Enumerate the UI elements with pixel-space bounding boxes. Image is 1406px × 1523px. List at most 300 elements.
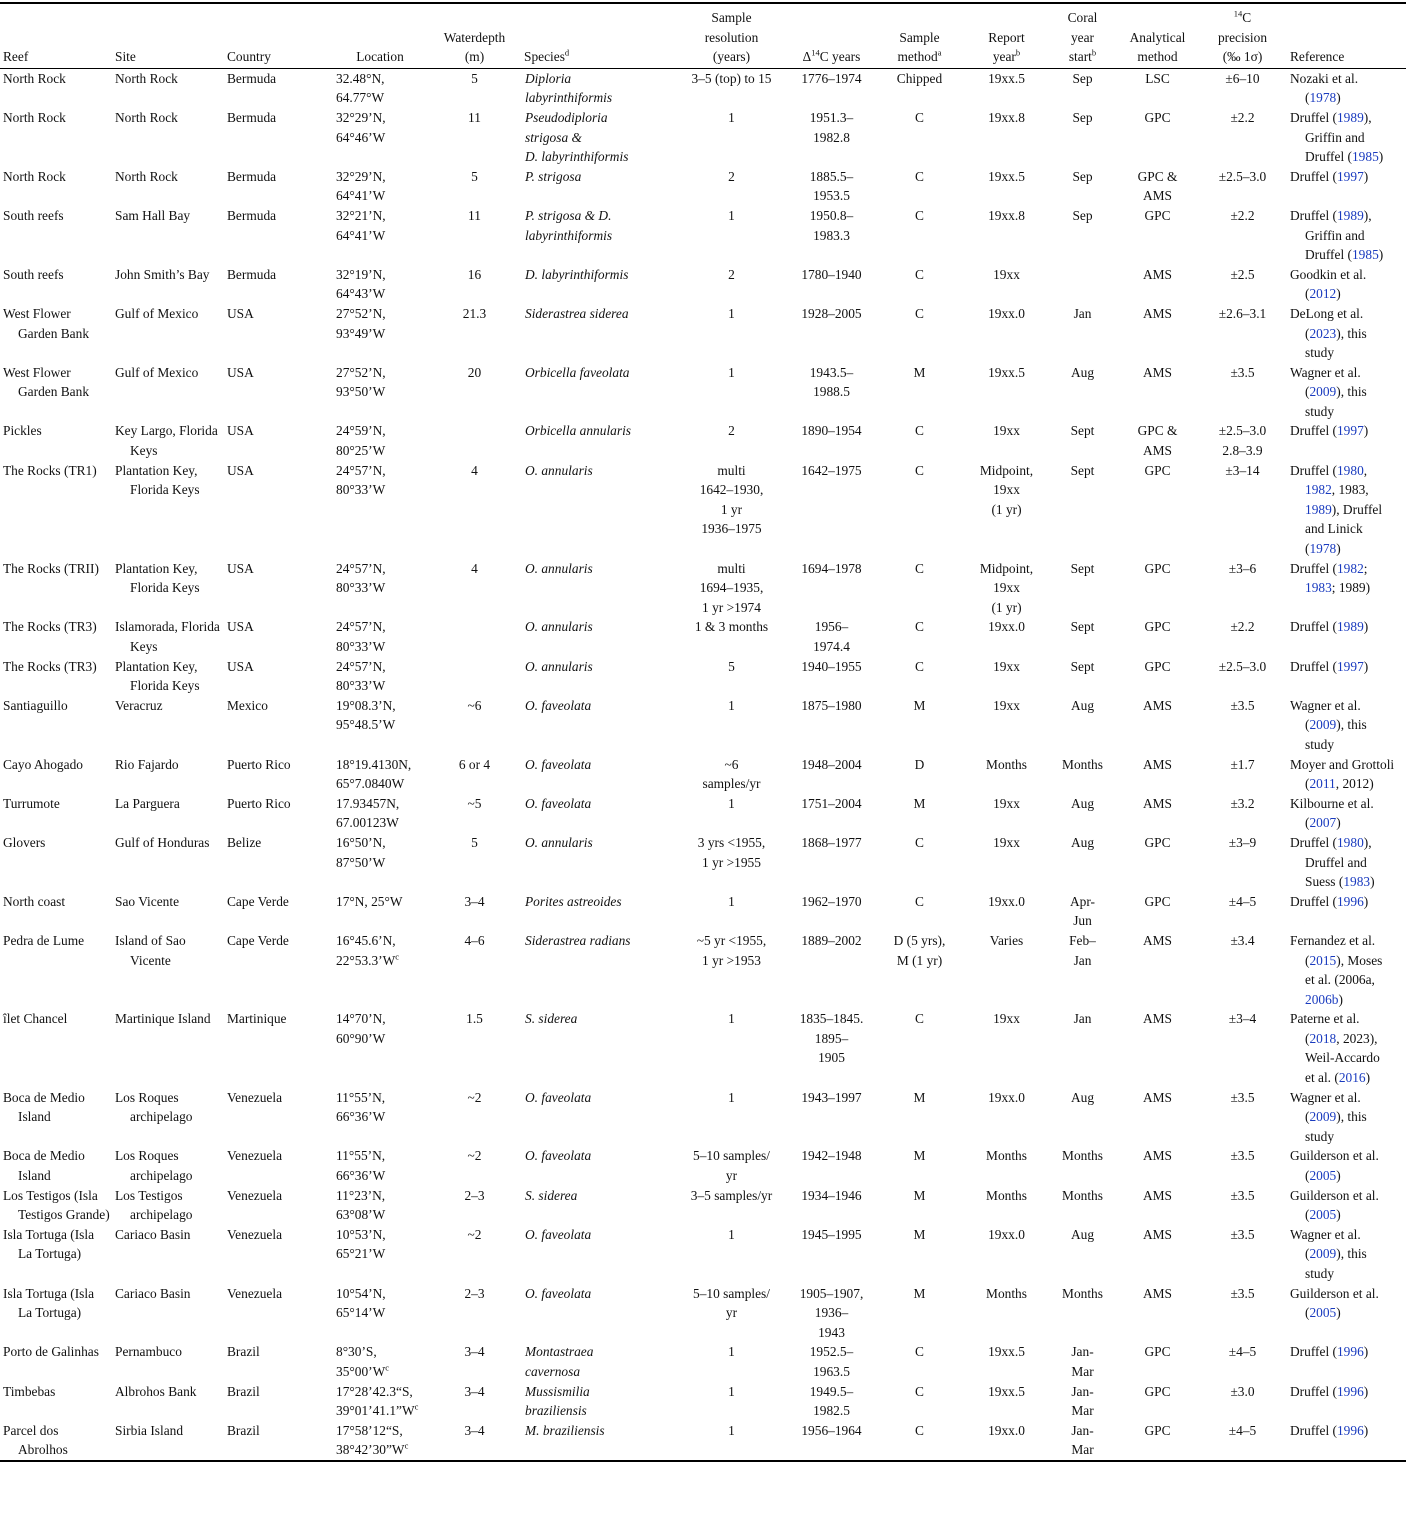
reference-cell: [1287, 1284, 1406, 1343]
coral-cell: [1047, 617, 1117, 656]
reef-cell: Parcel dos Abrolhos: [3, 1422, 68, 1458]
table-row: [0, 1146, 1406, 1185]
reference-cell: [1287, 363, 1406, 422]
years-cell-line: 1642–1975: [801, 462, 862, 478]
method-cell-line: M: [913, 697, 926, 713]
species-cell-line: Montastraea: [525, 1344, 594, 1360]
reference-link[interactable]: 1997: [1336, 423, 1364, 439]
analytical-cell: [1117, 892, 1197, 931]
reference-line: [1290, 343, 1406, 363]
depth-cell: 5: [471, 70, 478, 86]
years-cell: [789, 1009, 873, 1087]
reference-link[interactable]: 2005: [1309, 1168, 1337, 1184]
years-cell-line: 1951.3–: [809, 109, 854, 125]
species-cell-line: P. strigosa & D.: [525, 207, 612, 223]
coral-cell: [1047, 1342, 1117, 1381]
method-cell: [873, 265, 965, 304]
reference-line: [1290, 813, 1406, 833]
reference-text: ), this: [1336, 325, 1367, 341]
years-cell: [789, 363, 873, 422]
report-cell-line: 19xx.5: [988, 168, 1025, 184]
species-cell-line: D. labyrinthiformis: [525, 149, 629, 165]
table-row: [0, 1088, 1406, 1147]
analytical-cell: [1117, 794, 1197, 833]
header-country: Country: [227, 49, 271, 65]
location-cell: [332, 1382, 427, 1421]
method-cell: [873, 461, 965, 559]
method-cell: [873, 1009, 965, 1087]
years-cell: [789, 68, 873, 108]
reference-link[interactable]: 1980: [1336, 834, 1364, 850]
resolution-cell: [673, 1009, 789, 1087]
header-location: Location: [356, 49, 404, 65]
table-body: [0, 68, 1406, 1461]
analytical-cell-line: GPC &: [1137, 423, 1178, 439]
reference-text: ), Druffel: [1331, 501, 1383, 517]
depth-cell: 3–4: [464, 1383, 485, 1399]
analytical-cell: [1117, 833, 1197, 892]
years-cell-line: 1962–1970: [801, 893, 862, 909]
method-cell-line: C: [915, 893, 924, 909]
analytical-cell-line: GPC: [1144, 1422, 1171, 1438]
coral-cell: [1047, 755, 1117, 794]
report-cell-line: 19xx.0: [988, 619, 1025, 635]
reference-line: [1290, 970, 1406, 990]
reference-line: [1290, 755, 1406, 775]
depth-cell: ~2: [467, 1226, 482, 1242]
precision-cell-line: 2.8–3.9: [1222, 443, 1263, 459]
reference-line: [1290, 167, 1406, 187]
reference-link[interactable]: 1982: [1336, 560, 1364, 576]
precision-cell: [1197, 1146, 1287, 1185]
location-cell: [332, 1146, 427, 1185]
coral-cell-line: Sept: [1070, 462, 1095, 478]
precision-cell: [1197, 265, 1287, 304]
resolution-cell: [673, 68, 789, 108]
analytical-cell-line: GPC: [1144, 834, 1171, 850]
species-cell: [521, 108, 673, 167]
reference-link[interactable]: 2007: [1309, 815, 1337, 831]
reference-text: (: [1305, 1168, 1310, 1184]
analytical-cell: [1117, 363, 1197, 422]
reference-link[interactable]: 1989: [1336, 207, 1364, 223]
site-cell: Sao Vicente: [115, 893, 180, 909]
species-cell: [521, 1009, 673, 1087]
location-cell-line: 93°49’W: [336, 325, 386, 341]
reference-line: [1290, 108, 1406, 128]
reference-cell: [1287, 1186, 1406, 1225]
reference-text: (: [1305, 776, 1310, 792]
report-cell-line: 19xx.8: [988, 109, 1025, 125]
resolution-cell-line: 2: [728, 168, 735, 184]
reference-link[interactable]: 1989: [1336, 109, 1364, 125]
reference-line: [1290, 774, 1406, 794]
reference-line: [1290, 88, 1406, 108]
method-cell-line: M: [913, 1089, 926, 1105]
report-cell: [965, 461, 1047, 559]
header-analytical: Analytical method: [1129, 29, 1186, 65]
reference-line: [1290, 853, 1406, 873]
precision-cell: [1197, 1009, 1287, 1087]
report-cell-line: 19xx: [993, 580, 1020, 596]
reference-line: [1290, 578, 1406, 598]
coral-cell-line: Sept: [1070, 560, 1095, 576]
reference-text: ): [1336, 1305, 1341, 1321]
report-cell: [965, 657, 1047, 696]
reef-cell: The Rocks (TR3): [3, 619, 97, 635]
report-cell-line: 19xx.8: [988, 207, 1025, 223]
location-cell-line: 38°42’30”W: [336, 1442, 405, 1458]
site-cell: North Rock: [115, 109, 178, 125]
species-cell-line: Orbicella annularis: [525, 423, 632, 439]
species-cell-line: Diploria: [525, 70, 572, 86]
precision-cell-line: ±2.5–3.0: [1218, 423, 1267, 439]
reference-link[interactable]: 1978: [1309, 90, 1337, 106]
country-cell: Belize: [227, 834, 262, 850]
country-cell: Venezuela: [227, 1187, 283, 1203]
reference-line: [1290, 1421, 1406, 1441]
reference-line: [1290, 1166, 1406, 1186]
report-cell-line: 19xx.5: [988, 1383, 1025, 1399]
reference-text: ), this: [1336, 1246, 1367, 1262]
report-cell-line: Months: [986, 1148, 1027, 1164]
species-cell-line: O. annularis: [525, 619, 593, 635]
species-cell-line: S. siderea: [525, 1187, 578, 1203]
analytical-cell-line: AMS: [1142, 188, 1173, 204]
reference-text: ): [1336, 815, 1341, 831]
resolution-cell: [673, 461, 789, 559]
table-row: [0, 1342, 1406, 1381]
location-cell-line: 32°29’N,: [336, 168, 386, 184]
report-cell: [965, 265, 1047, 304]
coral-cell: [1047, 1186, 1117, 1225]
precision-cell-line: ±3–9: [1228, 834, 1257, 850]
location-cell-line: 27°52’N,: [336, 305, 386, 321]
resolution-cell: [673, 108, 789, 167]
method-cell: [873, 1146, 965, 1185]
precision-cell: [1197, 108, 1287, 167]
reference-text: ;: [1363, 560, 1368, 576]
reference-link[interactable]: 2005: [1309, 1207, 1337, 1223]
reference-link[interactable]: 1997: [1336, 658, 1364, 674]
reference-link[interactable]: 2009: [1309, 384, 1337, 400]
reference-text: Druffel (: [1290, 560, 1337, 576]
location-cell: [332, 755, 427, 794]
reference-line: [1290, 696, 1406, 716]
precision-cell: [1197, 206, 1287, 265]
reference-link[interactable]: 1996: [1336, 1422, 1364, 1438]
species-cell: [521, 755, 673, 794]
location-cell: [332, 461, 427, 559]
reference-link[interactable]: 1978: [1309, 541, 1337, 557]
precision-cell-line: ±3–6: [1228, 560, 1257, 576]
coral-cell: [1047, 833, 1117, 892]
location-cell-line: 80°33’W: [336, 678, 386, 694]
location-cell-line: 95°48.5’W: [336, 717, 396, 733]
reference-link[interactable]: 1985: [1351, 247, 1379, 263]
reference-text: (: [1305, 952, 1310, 968]
reference-text: Wagner et al.: [1290, 1226, 1361, 1242]
years-cell: [789, 421, 873, 460]
reference-text: Druffel and: [1305, 854, 1367, 870]
analytical-cell-line: GPC: [1144, 109, 1171, 125]
resolution-cell-line: 5: [728, 658, 735, 674]
reference-text: study: [1305, 403, 1335, 419]
years-cell-line: 1948–2004: [801, 756, 862, 772]
reference-line: [1290, 382, 1406, 402]
reference-text: Druffel (: [1290, 834, 1337, 850]
reference-cell: [1287, 657, 1406, 696]
location-cell: [332, 794, 427, 833]
resolution-cell: [673, 1146, 789, 1185]
coral-cell-line: Jan: [1073, 305, 1092, 321]
depth-cell: 2–3: [464, 1285, 485, 1301]
reference-line: [1290, 559, 1406, 579]
resolution-cell-line: 1936–1975: [701, 521, 762, 537]
years-cell: [789, 1146, 873, 1185]
report-cell-line: 19xx: [993, 834, 1020, 850]
country-cell: Bermuda: [227, 207, 277, 223]
location-cell-line: 24°57’N,: [336, 560, 386, 576]
reef-cell: Porto de Galinhas: [3, 1344, 99, 1360]
reference-link[interactable]: 2009: [1309, 1246, 1337, 1262]
report-cell: [965, 559, 1047, 618]
reef-cell: Isla Tortuga (Isla La Tortuga): [3, 1285, 95, 1321]
location-cell: [332, 421, 427, 460]
reference-link[interactable]: 1983: [1305, 580, 1332, 596]
resolution-cell: [673, 167, 789, 206]
reference-text: (: [1305, 325, 1310, 341]
site-cell: Los Roques archipelago: [115, 1089, 193, 1125]
reef-cell: North Rock: [3, 168, 66, 184]
reference-cell: [1287, 833, 1406, 892]
years-cell-line: 1963.5: [813, 1363, 850, 1379]
reef-cell: îlet Chancel: [3, 1011, 68, 1027]
reference-link[interactable]: 2018: [1309, 1030, 1337, 1046]
precision-cell-line: ±4–5: [1228, 1344, 1257, 1360]
method-cell-line: C: [915, 305, 924, 321]
location-cell: [332, 1009, 427, 1087]
reference-text: Druffel (: [1305, 247, 1352, 263]
years-cell: [789, 833, 873, 892]
reference-link[interactable]: 2016: [1338, 1070, 1366, 1086]
species-cell-line: S. siderea: [525, 1011, 578, 1027]
report-cell-line: (1 yr): [991, 599, 1022, 615]
table-row: [0, 461, 1406, 559]
footnote-marker: c: [395, 951, 400, 962]
reference-text: ): [1363, 1422, 1369, 1438]
reference-line: [1290, 990, 1406, 1010]
location-cell-line: 64.77°W: [336, 90, 385, 106]
country-cell: USA: [227, 423, 254, 439]
location-cell-line: 65°7.0840W: [336, 776, 405, 792]
coral-cell: [1047, 1225, 1117, 1284]
years-cell-line: 1868–1977: [801, 834, 862, 850]
reference-text: ): [1378, 149, 1384, 165]
species-cell: [521, 304, 673, 363]
header-years: $\Delta^{14}C$ years: [802, 47, 861, 65]
table-row: [0, 108, 1406, 167]
reference-link[interactable]: 1997: [1336, 168, 1364, 184]
reference-link[interactable]: 1982: [1305, 482, 1332, 498]
coral-cell-line: Jan-: [1071, 1422, 1094, 1438]
analytical-cell: [1117, 68, 1197, 108]
reference-text: , 2023),: [1336, 1030, 1378, 1046]
report-cell-line: 19xx.0: [988, 1422, 1025, 1438]
analytical-cell-line: GPC &: [1137, 168, 1178, 184]
precision-cell: [1197, 617, 1287, 656]
coral-cell: [1047, 931, 1117, 1009]
site-cell: Rio Fajardo: [115, 756, 179, 772]
resolution-cell-line: multi: [717, 462, 746, 478]
reference-text: Druffel (: [1290, 893, 1337, 909]
method-cell: [873, 304, 965, 363]
reference-link[interactable]: 2006b: [1305, 991, 1339, 1007]
reef-cell: Boca de Medio Island: [3, 1148, 85, 1184]
depth-cell: 4–6: [464, 932, 485, 948]
header-report: Report year$^b$: [988, 29, 1025, 65]
analytical-cell: [1117, 755, 1197, 794]
coral-cell-line: Sept: [1070, 658, 1095, 674]
report-cell-line: 19xx: [993, 1011, 1020, 1027]
reference-text: , 2012): [1335, 776, 1374, 792]
location-cell-line: 24°57’N,: [336, 462, 386, 478]
reference-line: [1290, 1284, 1406, 1304]
coral-cell-line: Mar: [1071, 1363, 1094, 1379]
reference-link[interactable]: 2011: [1309, 776, 1336, 792]
report-cell: [965, 1284, 1047, 1343]
reference-link[interactable]: 2005: [1309, 1305, 1337, 1321]
method-cell: [873, 559, 965, 618]
years-cell: [789, 696, 873, 755]
table-row: [0, 657, 1406, 696]
reference-link[interactable]: 1980: [1336, 462, 1364, 478]
depth-cell: 3–4: [464, 1344, 485, 1360]
reference-line: [1290, 324, 1406, 344]
analytical-cell: [1117, 1146, 1197, 1185]
coral-cell-line: Months: [1062, 1187, 1103, 1203]
resolution-cell-line: 1: [728, 109, 735, 125]
reference-link[interactable]: 1996: [1336, 893, 1364, 909]
depth-cell: 5: [471, 168, 478, 184]
resolution-cell-line: 2: [728, 423, 735, 439]
years-cell-line: 1982.8: [813, 129, 850, 145]
table-row: [0, 1382, 1406, 1421]
reference-line: [1290, 1048, 1406, 1068]
analytical-cell-line: GPC: [1144, 462, 1171, 478]
reference-line: [1290, 1068, 1406, 1088]
species-cell-line: P. strigosa: [525, 168, 582, 184]
reef-cell: North coast: [3, 893, 66, 909]
reference-link[interactable]: 2023: [1309, 325, 1337, 341]
site-cell: Plantation Key, Florida Keys: [115, 658, 200, 694]
reference-link[interactable]: 1985: [1351, 149, 1379, 165]
location-cell-line: 80°33’W: [336, 639, 386, 654]
method-cell: [873, 421, 965, 460]
analytical-cell: [1117, 108, 1197, 167]
analytical-cell-line: LSC: [1145, 70, 1170, 86]
location-cell-line: 10°53’N,: [336, 1226, 386, 1242]
depth-cell: 11: [468, 109, 481, 125]
reference-link[interactable]: 2009: [1309, 1109, 1337, 1125]
report-cell: [965, 1088, 1047, 1147]
footnote-marker: c: [414, 1401, 419, 1412]
site-cell: Plantation Key, Florida Keys: [115, 560, 200, 596]
reference-link[interactable]: 2012: [1309, 286, 1337, 302]
precision-cell-line: ±6–10: [1225, 70, 1260, 86]
years-cell: [789, 108, 873, 167]
analytical-cell: [1117, 657, 1197, 696]
table-row: [0, 794, 1406, 833]
reference-text: Guilderson et al.: [1290, 1187, 1379, 1203]
analytical-cell-line: AMS: [1142, 795, 1173, 811]
report-cell: [965, 1186, 1047, 1225]
depth-cell: 1.5: [466, 1011, 483, 1027]
method-cell: [873, 1284, 965, 1343]
precision-cell-line: ±3.5: [1230, 1089, 1255, 1105]
analytical-cell-line: GPC: [1144, 619, 1171, 635]
reference-text: Druffel (: [1290, 1383, 1337, 1399]
years-cell-line: 1905: [818, 1050, 845, 1066]
reference-text: et al. (2006a,: [1305, 972, 1375, 988]
reference-cell: [1287, 461, 1406, 559]
header-reference: Reference: [1290, 49, 1345, 65]
reference-link[interactable]: 1983: [1343, 874, 1371, 890]
reference-link[interactable]: 2009: [1309, 717, 1337, 733]
report-cell-line: 19xx: [993, 697, 1020, 713]
reference-link[interactable]: 1996: [1336, 1344, 1364, 1360]
reef-cell: West Flower Garden Bank: [3, 305, 90, 341]
reference-line: [1290, 1146, 1406, 1166]
reference-link[interactable]: 2015: [1309, 952, 1337, 968]
reference-link[interactable]: 1996: [1336, 1383, 1364, 1399]
location-cell-line: 64°46’W: [336, 129, 386, 145]
species-cell-line: O. annularis: [525, 462, 593, 478]
reef-cell: North Rock: [3, 109, 66, 125]
table-header: [0, 3, 1406, 68]
precision-cell-line: ±2.2: [1230, 619, 1255, 635]
method-cell-line: C: [915, 560, 924, 576]
table-row: [0, 559, 1406, 618]
table-row: [0, 1284, 1406, 1343]
species-cell-line: O. faveolata: [525, 756, 592, 772]
reference-cell: [1287, 559, 1406, 618]
depth-cell: 3–4: [464, 1422, 485, 1438]
method-cell: [873, 892, 965, 931]
precision-cell-line: ±1.7: [1230, 756, 1255, 772]
resolution-cell-line: 1: [728, 305, 735, 321]
resolution-cell-line: ~5 yr <1955,: [696, 932, 767, 948]
precision-cell: [1197, 1342, 1287, 1381]
table-row: [0, 1225, 1406, 1284]
years-cell-line: 1776–1974: [801, 70, 862, 86]
resolution-cell-line: 1: [728, 207, 735, 223]
resolution-cell: [673, 1088, 789, 1147]
reference-link[interactable]: 1989: [1305, 501, 1332, 517]
location-cell: [332, 304, 427, 363]
method-cell: [873, 1382, 965, 1421]
species-cell-line: D. labyrinthiformis: [525, 266, 629, 282]
method-cell: [873, 617, 965, 656]
reference-cell: [1287, 931, 1406, 1009]
header-resolution: Sample resolution (years): [704, 10, 759, 65]
coral-cell-line: Apr-: [1069, 893, 1096, 909]
species-cell: [521, 265, 673, 304]
depth-cell: 20: [467, 364, 482, 380]
reference-link[interactable]: 1989: [1336, 619, 1364, 635]
coral-cell: [1047, 696, 1117, 755]
location-cell: [332, 657, 427, 696]
